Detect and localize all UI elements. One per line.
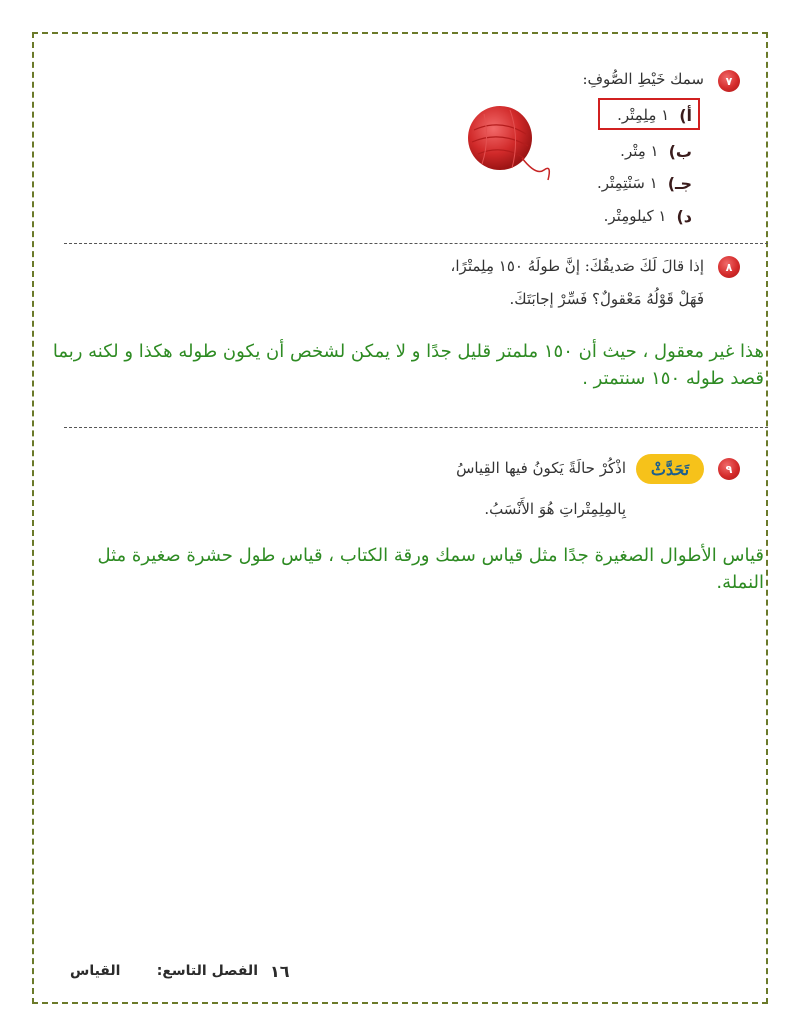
- option-a-text: ١ مِلِمِتْر.: [617, 106, 670, 124]
- question-9-line-1: اذْكُرْ حالَةً يَكونُ فيها القِياسُ: [456, 459, 626, 477]
- section-divider: [64, 427, 768, 428]
- option-b-letter: ب): [668, 141, 692, 161]
- option-a[interactable]: [617, 102, 692, 128]
- talk-badge: تَحَدَّثْ: [636, 454, 704, 484]
- question-7-number: ٧: [718, 70, 740, 92]
- question-9-number: ٩: [718, 458, 740, 480]
- question-8-line-2: فَهَلْ قَوْلُهُ مَعْقولٌ؟ فَسِّرْ إجابَتَكَ.: [509, 290, 704, 308]
- footer-topic: القياس: [70, 963, 121, 979]
- page-number: ١٦: [270, 962, 290, 981]
- option-c-letter: جـ): [667, 173, 692, 193]
- footer-chapter: الفصل التاسع:: [156, 963, 258, 979]
- option-c-text: ١ سَنْتِمِتْر.: [596, 174, 658, 192]
- option-d-text: ١ كيلومِتْر.: [603, 207, 667, 225]
- question-7-prompt: سمك خَيْطِ الصُّوفِ:: [582, 70, 704, 88]
- section-divider: [64, 243, 768, 244]
- yarn-ball-icon: [462, 100, 562, 190]
- option-d[interactable]: [604, 203, 692, 229]
- question-8-answer: هذا غير معقول ، حيث أن ١٥٠ ملمتر قليل جدًا و لا يمكن لشخص أن يكون طوله هكذا و لكنه ربما قصد طوله ١٥٠ سنتمتر .: [52, 341, 764, 389]
- option-b-text: ١ مِتْر.: [620, 142, 659, 160]
- question-8-number: ٨: [718, 256, 740, 278]
- question-8-line-1: إذا قالَ لَكَ صَديقُكَ: إنَّ طولَهُ ١٥٠ مِلِمتْرًا،: [450, 257, 704, 275]
- option-c[interactable]: [597, 170, 692, 196]
- page-footer: [70, 962, 300, 984]
- option-b[interactable]: [620, 138, 692, 164]
- option-d-letter: د): [676, 206, 692, 226]
- question-9-line-2: بِالمِلِمِتْراتِ هُوَ الأَنْسَبُ.: [484, 500, 626, 518]
- question-9-answer: قياس الأطوال الصغيرة جدًا مثل قياس سمك ورقة الكتاب ، قياس طول حشرة صغيرة مثل النملة.: [97, 545, 764, 593]
- option-a-letter: أ): [679, 105, 692, 125]
